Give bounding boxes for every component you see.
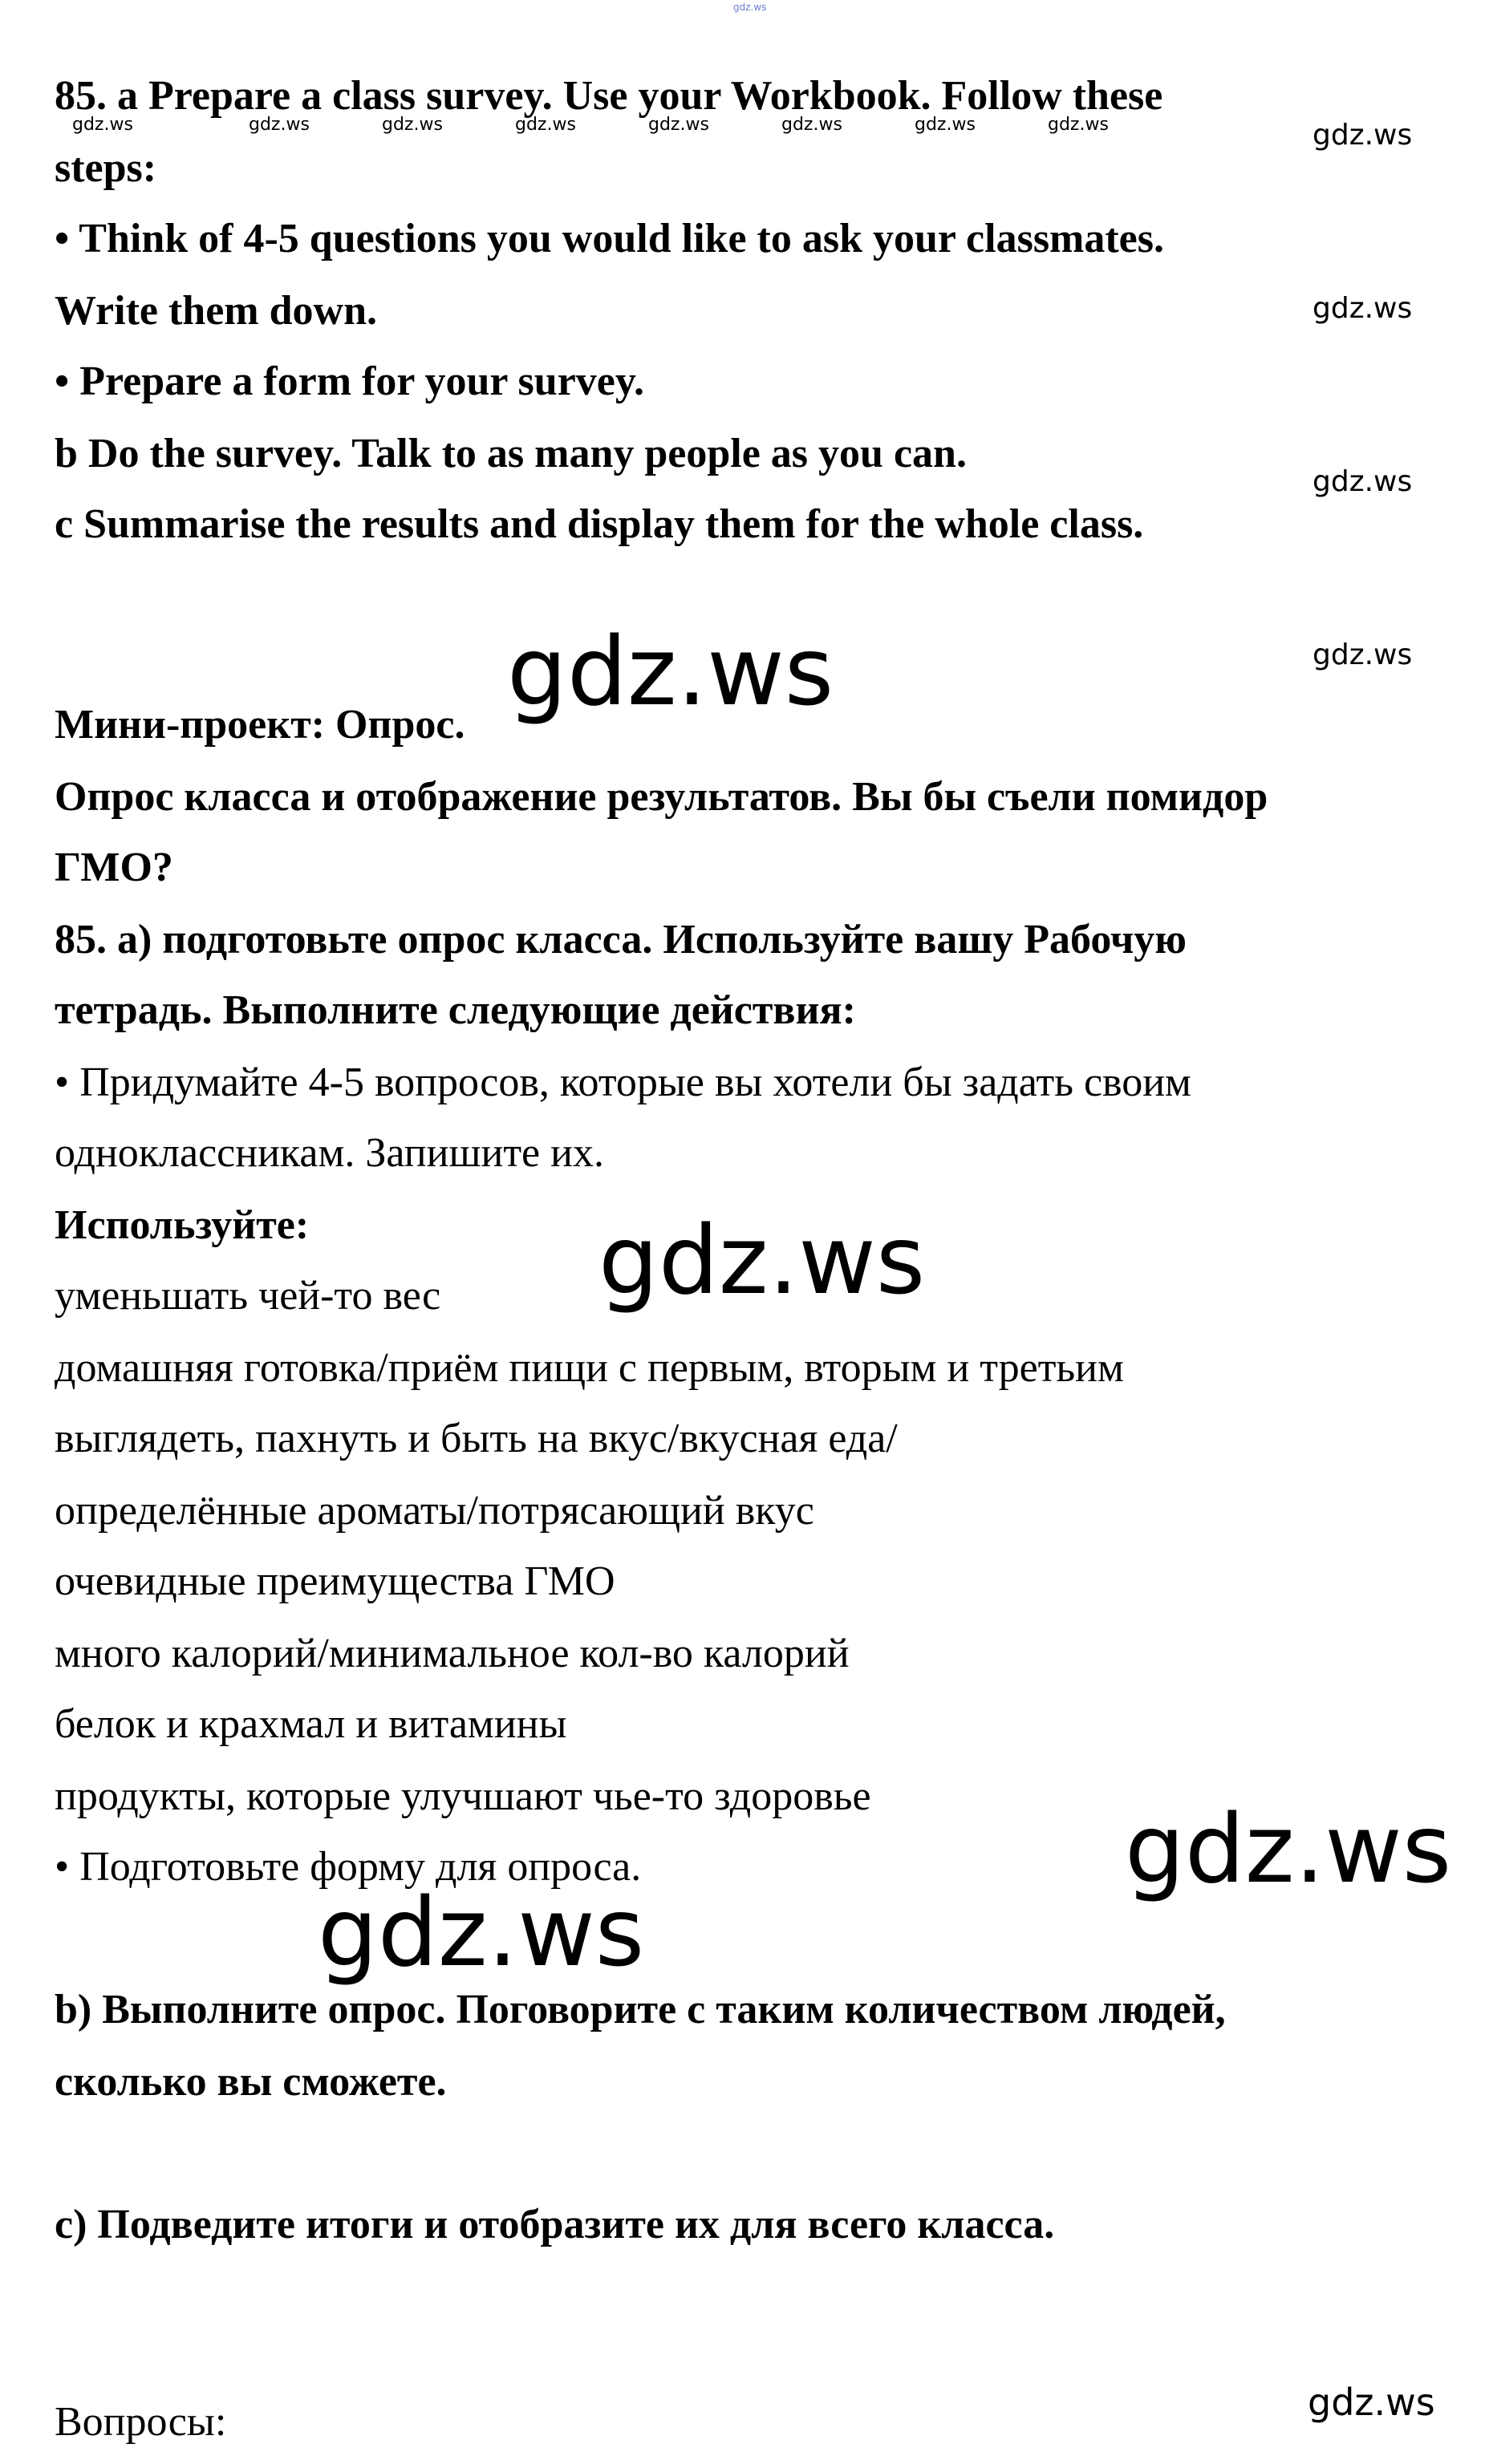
watermark-tiny-3: gdz.ws — [382, 115, 443, 135]
watermark-small-4: gdz.ws — [1313, 638, 1413, 671]
watermark-small-3: gdz.ws — [1313, 465, 1413, 498]
watermark-tiny-8: gdz.ws — [1048, 115, 1109, 135]
task-b-line-1: b) Выполните опрос. Поговорите с таким количеством людей, — [55, 1987, 1226, 2032]
phrase-8: продукты, которые улучшают чье-то здоровье — [55, 1773, 871, 1819]
watermark-tiny-5: gdz.ws — [648, 115, 709, 135]
watermark-tiny-4: gdz.ws — [515, 115, 576, 135]
watermark-large-3: gdz.ws — [1125, 1793, 1452, 1904]
watermark-tiny-6: gdz.ws — [781, 115, 842, 135]
english-task-line-7: c Summarise the results and display them for the whole class. — [55, 501, 1144, 547]
english-task-line-4: Write them down. — [55, 288, 378, 334]
watermark-small-5: gdz.ws — [1308, 2381, 1435, 2424]
phrase-4: определённые ароматы/потрясающий вкус — [55, 1488, 814, 1534]
english-task-line-1: 85. a Prepare a class survey. Use your Workbook. Follow these — [55, 73, 1163, 119]
questions-label: Вопросы: — [55, 2399, 227, 2445]
phrase-2: домашняя готовка/приём пищи с первым, вторым и третьим — [55, 1345, 1124, 1391]
intro-line-2: ГМО? — [55, 845, 173, 890]
top-watermark: gdz.ws — [733, 2, 767, 13]
english-task-line-2: steps: — [55, 145, 157, 191]
watermark-tiny-2: gdz.ws — [249, 115, 310, 135]
intro-line-1: Опрос класса и отображение результатов. Вы бы съели помидор — [55, 774, 1268, 820]
phrase-7: белок и крахмал и витамины — [55, 1701, 567, 1747]
step1-line-1: • Придумайте 4-5 вопросов, которые вы хотели бы задать своим — [55, 1060, 1191, 1105]
task-a-line-1: 85. а) подготовьте опрос класса. Используйте вашу Рабочую — [55, 917, 1187, 962]
watermark-large-2: gdz.ws — [598, 1205, 926, 1315]
step2-line: • Подготовьте форму для опроса. — [55, 1844, 642, 1890]
mini-project-title: Мини-проект: Опрос. — [55, 702, 465, 748]
task-a-line-2: тетрадь. Выполните следующие действия: — [55, 987, 856, 1033]
task-b-line-2: сколько вы сможете. — [55, 2059, 447, 2105]
watermark-tiny-1: gdz.ws — [72, 115, 133, 135]
watermark-small-2: gdz.ws — [1313, 292, 1413, 325]
watermark-large-1: gdz.ws — [507, 616, 834, 727]
watermark-large-4: gdz.ws — [318, 1877, 645, 1988]
english-task-line-5: • Prepare a form for your survey. — [55, 359, 645, 404]
watermark-small-1: gdz.ws — [1313, 119, 1413, 152]
phrase-5: очевидные преимущества ГМО — [55, 1558, 615, 1604]
use-label: Используйте: — [55, 1202, 310, 1248]
english-task-line-6: b Do the survey. Talk to as many people as you can. — [55, 431, 967, 476]
task-c-line: с) Подведите итоги и отобразите их для всего класса. — [55, 2202, 1055, 2247]
english-task-line-3: • Think of 4-5 questions you would like to ask your classmates. — [55, 216, 1165, 261]
phrase-3: выглядеть, пахнуть и быть на вкус/вкусная еда/ — [55, 1416, 898, 1461]
watermark-tiny-7: gdz.ws — [915, 115, 976, 135]
phrase-6: много калорий/минимальное кол-во калорий — [55, 1631, 850, 1676]
step1-line-2: одноклассникам. Запишите их. — [55, 1130, 604, 1176]
phrase-1: уменьшать чей-то вес — [55, 1273, 441, 1319]
